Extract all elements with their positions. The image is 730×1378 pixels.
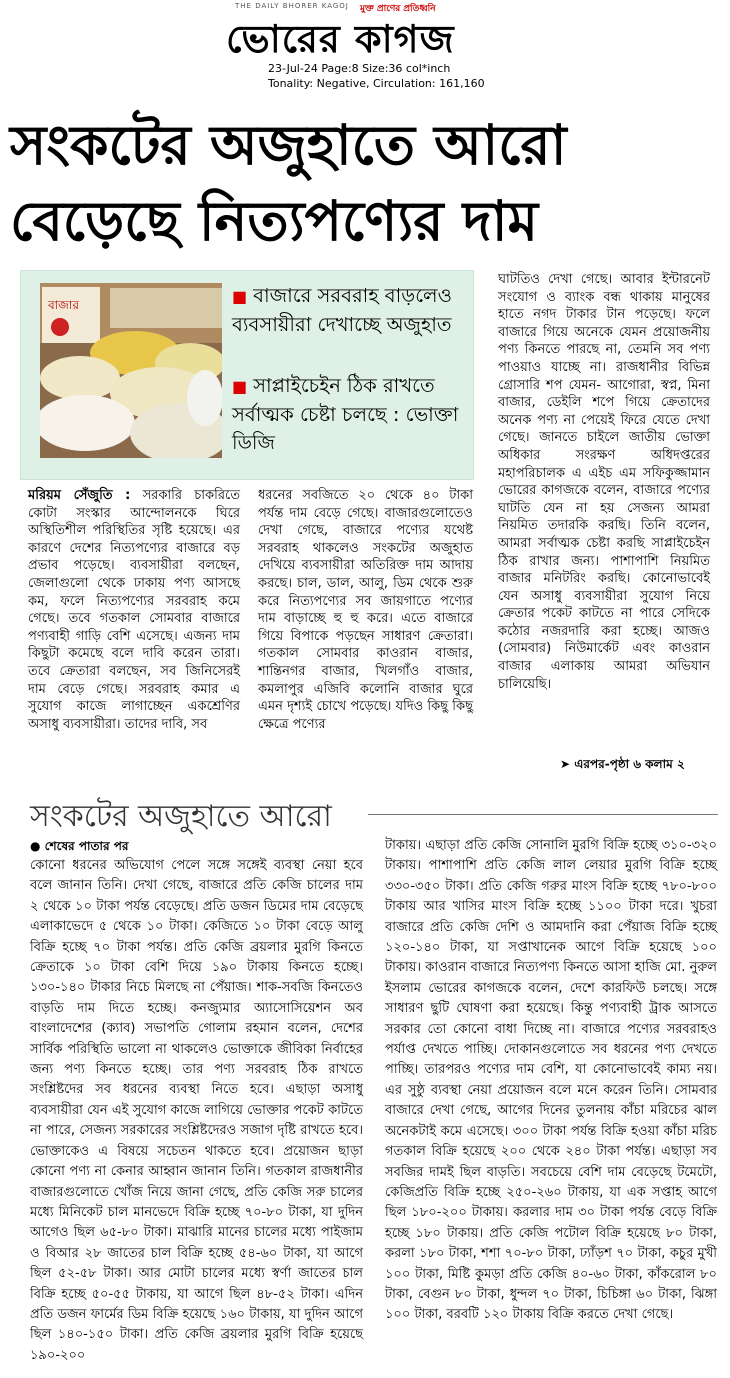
article-column-3: ঘাটতিও দেখা গেছে। আবার ইন্টারনেট সংযোগ ও ব্যাংক বন্ধ থাকায় মানুষের হাতে নগদ টাকার টান পড়েছে। ফলে বাজারে গিয়ে অনেকে যেমন প্রয়োজনীয় পণ্য কিনতে পারছে না, তেমনি সব পণ্য পাওয়াও যাচ্ছে না। রাজধানীর বিভিন্ন গ্রোসারি শপ যেমন- আগোরা, স্বপ্ন, মিনা বাজার, ডেইলি শপে গিয়ে ক্রেতাদের অনেক পণ্য না পেয়েই ফিরে যেতে দেখা গেছে। জানতে চাইলে জাতীয় ভোক্তা অধিকার সংরক্ষণ অধিদপ্তরের মহাপরিচালক এ এইচ এম সফিকুজ্জামান ভোরের কাগজকে বলেন, বাজারে পণ্যের ঘাটতি যেন না হয় সেজন্য আমরা নিয়মিত তদারকি করছি। তিনি বলেন, আমরা সর্বাত্মক চেষ্টা করছি সাপ্লাইচেইন ঠিক রাখার জন্য। পাশাপাশি নিয়মিত বাজার মনিটরিং করছি। কোনোভাবেই যেন অসাধু ব্যবসায়ীরা সুযোগ নিয়ে ক্রেতার পকেট কাটতে না পারে সেদিকে কঠোর নজরদারি করা হচ্ছে। আজও (সোমবার) নিউমার্কেট এবং কাওরান বাজার এলাকায় আমরা অভিযান চালিয়েছি। bbox=[498, 272, 710, 692]
newspaper-logo: ভোরের কাগজ bbox=[226, 16, 455, 61]
byline: মরিয়ম সেঁজুতি : bbox=[28, 488, 131, 503]
headline-line1: সংকটের অজুহাতে আরো bbox=[10, 112, 567, 177]
continuation-rule bbox=[368, 814, 718, 815]
red-square-bullet-icon: ■ bbox=[232, 287, 248, 306]
photo-sign-text: বাজার bbox=[48, 298, 79, 312]
article-column-2: ধরনের সবজিতে ২০ থেকে ৪০ টাকা পর্যন্ত দাম বেড়ে গেছে। বাজারগুলোতেও দেখা গেছে, বাজারে পণ্যের যথেষ্ট সরবরাহ থাকলেও সংকটের অজুহাত দেখিয়ে ব্যবসায়ীরা অতিরিক্ত দাম আদায় করছে। চাল, ডাল, আলু, ডিম থেকে শুরু করে নিত্যপণ্যের সব জায়গাতে পণ্যের দাম বাড়াচ্ছে হু হু করে। এতে বাজারে গিয়ে বিপাকে পড়ছেন সাধারণ ক্রেতারা। গতকাল সোমবার কাওরান বাজার, শান্তিনগর বাজার, খিলগাঁও বাজার, কমলাপুর এজিবি কলোনি বাজার ঘুরে এমন দৃশ্যই চোখে পড়েছে। যদিও কিছু কিছু ক্ষেত্রে পণ্যের bbox=[258, 488, 473, 732]
continued-from-label: ● শেষের পাতার পর bbox=[30, 839, 129, 853]
continuation-column-2: টাকায়। এছাড়া প্রতি কেজি সোনালি মুরগি বিক্রি হচ্ছে ৩১০-৩২০ টাকায়। পাশাপাশি প্রতি কেজি লাল লেয়ার মুরগি বিক্রি হচ্ছে ৩৩০-৩৫০ টাকা। প্রতি কেজি গরুর মাংস বিক্রি হচ্ছে ৭৮০-৮০০ টাকায় আর খাসির মাংস বিক্রি হচ্ছে ১১০০ টাকা দরে। খুচরা বাজারে প্রতি কেজি দেশি ও আমদানি করা পেঁয়াজ বিক্রি হচ্ছে ১২০-১৪০ টাকা, যা সপ্তাখানেক আগে বিক্রি হয়েছে ১০০ টাকায়। কাওরান বাজারে নিত্যপণ্য কিনতে আসা হাজি মো. নুরুল ইসলাম ভোরের কাগজকে বলেন, দেশে কারফিউ চলছে। সঙ্গে সাধারণ ছুটি ঘোষণা করা হয়েছে। কিন্তু পণ্যবাহী ট্রাক আসতে সরকার তো কোনো বাধা দিচ্ছে না। বাজারে পণ্যের সরবরাহও পর্যাপ্ত দেখতে পাচ্ছি। দোকানগুলোতে সব ধরনের পণ্য দেখতে পাচ্ছি। তারপরও পণ্যের দাম বেশি, যা কোনোভাবেই কাম্য নয়। এর সুষ্ঠু ব্যবস্থা নেয়া প্রয়োজন বলে মনে করেন তিনি। সোমবার বাজারে দেখা গেছে, আগের দিনের তুলনায় কাঁচা মরিচের ঝাল অনেকটাই কমে এসেছে। ৩০০ টাকা পর্যন্ত বিক্রি হওয়া কাঁচা মরিচ গতকাল বিক্রি হয়েছে ২০০ থেকে ২৪০ টাকা পর্যন্ত। এছাড়া সব সবজির দামই ছিল বাড়তি। সবচেয়ে বেশি দাম বেড়েছে টমেটো, কেজিপ্রতি বিক্রি হচ্ছে ২৫০-২৬০ টাকায়, যা এক সপ্তাহ আগে ছিল ১৮০-২০০ টাকায়। করলার দাম ৩০ টাকা পর্যন্ত বেড়ে বিক্রি হচ্ছে ১৮০ টাকায়। প্রতি কেজি পটোল বিক্রি হয়েছে ৮০ টাকা, করলা ১৮০ টাকা, শশা ৭০-৮০ টাকা, ঢ্যাঁড়শ ৭০ টাকা, কচুর মুখী ১০০ টাকা, মিষ্টি কুমড়া প্রতি কেজি ৪০-৬০ টাকা, কাঁকরোল ৮০ টাকা, বেগুন ৮০ টাকা, ধুন্দল ৭০ টাকা, চিচিঙ্গা ৬০ টাকা, ঝিঙ্গা ১০০ টাকা, বরবটি ১২০ টাকায় বিক্রি করতে দেখা গেছে। bbox=[385, 838, 717, 1323]
clipping-meta-line1: 23-Jul-24 Page:8 Size:36 col*inch bbox=[268, 62, 451, 75]
clipping-meta-line2: Tonality: Negative, Circulation: 161,160 bbox=[268, 77, 485, 90]
continuation-column-1: কোনো ধরনের অভিযোগ পেলে সঙ্গে সঙ্গেই ব্যবস্থা নেয়া হবে বলে জানান তিনি। দেখা গেছে, বাজারে প্রতি কেজি চালের দাম ২ থেকে ১০ টাকা পর্যন্ত বেড়েছে। প্রতি ডজন ডিমের দাম বেড়েছে এলাকাভেদে ৫ থেকে ১০ টাকা। কেজিতে ১০ টাকা বেড়ে আলু বিক্রি হচ্ছে ৭০ টাকা পর্যন্ত। প্রতি কেজি ব্রয়লার মুরগি কিনতে ক্রেতাকে ১০ টাকা বেশি দিয়ে ১৯০ টাকায় কিনতে হচ্ছে। ১৩০-১৪০ টাকার নিচে মিলছে না পেঁয়াজ। শাক-সবজি কিনতেও বাড়তি দাম দিতে হচ্ছে। কনজ্যুমার অ্যাসোসিয়েশন অব বাংলাদেশের (ক্যাব) সভাপতি গোলাম রহমান বলেন, দেশের সার্বিক পরিস্থিতি ভালো না থাকলেও ভোক্তাকে জীবিকা নির্বাহের জন্য পণ্য কিনতে হচ্ছে। তার পণ্য সরবরাহ ঠিক রাখতে সংশ্লিষ্টদের সব ধরনের ব্যবস্থা নিতে হবে। এছাড়া অসাধু ব্যবসায়ীরা যেন এই সুযোগ কাজে লাগিয়ে ভোক্তার পকেট কাটতে না পারে, সেজন্য সরকারের সংশ্লিষ্টদেরও সজাগ দৃষ্টি রাখতে হবে। ভোক্তাকেও এ বিষয়ে সচেতন থাকতে হবে। প্রয়োজন ছাড়া কোনো পণ্য না কেনার আহ্বান জানান তিনি। গতকাল রাজধানীর বাজারগুলোতে খোঁজ নিয়ে জানা গেছে, প্রতি কেজি সরু চালের মধ্যে মিনিকেট চাল মানভেদে বিক্রি হচ্ছে ৭০-৮০ টাকা, যা দুদিন আগেও ছিল ৬৫-৮০ টাকা। মাঝারি মানের চালের মধ্যে পাইজাম ও বিআর ২৮ জাতের চাল বিক্রি হচ্ছে ৫৪-৬০ টাকা, যা আগে ছিল ৫২-৫৮ টাকা। আর মোটা চালের মধ্যে স্বর্ণা জাতের চাল বিক্রি হচ্ছে ৫০-৫৫ টাকায়, যা আগে ছিল ৪৮-৫২ টাকা। এদিন প্রতি ডজন ফার্মের ডিম বিক্রি হয়েছে ১৬০ টাকায়, যা দুদিন আগে ছিল ১৪০-১৫০ টাকা। প্রতি কেজি ব্রয়লার মুরগি বিক্রি হয়েছে ১৯০-২০০ bbox=[30, 858, 363, 1363]
red-square-bullet-icon: ■ bbox=[232, 377, 248, 396]
masthead-english-name: THE DAILY BHORER KAGOJ bbox=[235, 2, 349, 10]
article-column-1: মরিয়ম সেঁজুতি : সরকারি চাকরিতে কোটা সংস্কার আন্দোলনকে ঘিরে অস্থিতিশীল পরিস্থিতির সৃষ্টি হয়েছে। এর কারণে দেশের নিত্যপণ্যের বাজারে বড় প্রভাব পড়েছে। ব্যবসায়ীরা বলছেন, জেলাগুলো থেকে ঢাকায় পণ্য আসছে কম, ফলে নিত্যপণ্যের সরবরাহ কমে গেছে। তবে গতকাল সোমবার বাজারে পণ্যবাহী গাড়ি বেশি এসেছে। এজন্য দাম কিছুটা কমেছে বলে দাবি করেন তারা। তবে ক্রেতারা বলছেন, সব জিনিসেরই দাম বেড়ে গেছে। সরবরাহ কমার এ সুযোগ কাজে লাগাচ্ছেন একশ্রেণির অসাধু ব্যবসায়ীরা। তাদের দাবি, সব bbox=[28, 488, 240, 732]
continuation-title: সংকটের অজুহাতে আরো bbox=[30, 799, 332, 834]
market-photo bbox=[40, 283, 222, 458]
continued-reference: ➤ এরপর-পৃষ্ঠা ৬ কলাম ২ bbox=[560, 757, 685, 771]
masthead-tagline: মুক্ত প্রাণের প্রতিধ্বনি bbox=[360, 4, 436, 14]
highlight-bullet-1: ■ বাজারে সরবরাহ বাড়লেও ব্যবসায়ীরা দেখাচ্ছে অজুহাত bbox=[232, 284, 452, 336]
headline-line2: বেড়েছে নিত্যপণ্যের দাম bbox=[10, 188, 539, 253]
highlight-bullet-2: ■ সাপ্লাইচেইন ঠিক রাখতে সর্বাত্মক চেষ্টা চলছে : ভোক্তা ডিজি bbox=[232, 374, 459, 454]
